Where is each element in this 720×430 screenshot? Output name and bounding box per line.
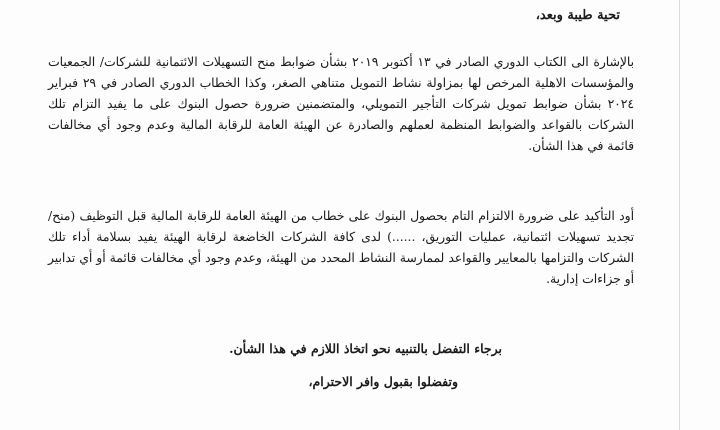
letter-greeting: تحية طيبة وبعد، <box>535 8 620 23</box>
letter-paragraph-emphasis: أود التأكيد على ضرورة الالتزام التام بحصول البنوك على خطاب من الهيئة العامة للرقابة المالية قبل التوظيف (منح/ تجديد تسهيلات ائتمانية، عمليات التوريق، ......) لدى كافة الشركات الخاضعة لرقابة الهيئة يفيد بسلامة أداء تلك الشركات والتزامها بالمعايير والقواعد لممارسة النشاط المحدد من الهيئة، وعدم وجود أي مخالفات قائمة أو أي تدابير أو جزاءات إدارية. <box>48 209 634 286</box>
letter-closing-request: برجاء التفضل بالتنبيه نحو اتخاذ اللازم في هذا الشأن. <box>229 341 502 356</box>
letter-closing-regards: وتفضلوا بقبول وافر الاحترام، <box>308 374 458 389</box>
page-edge-divider <box>679 0 680 430</box>
letter-paragraph-reference: بالإشارة الى الكتاب الدوري الصادر في ١٣ أكتوبر ٢٠١٩ بشأن ضوابط منح التسهيلات الائتمانية للشركات/ الجمعيات والمؤسسات الاهلية المرخص لها بمزاولة نشاط التمويل متناهي الصغر، وكذا الخطاب الدوري الصادر في ٢٩ فبراير ٢٠٢٤ بشأن ضوابط تمويل شركات التأجير التمويلي، والمتضمنين ضرورة حصول البنوك على ما يفيد التزام تلك الشركات بالقواعد والضوابط المنظمة لعملهم والصادرة عن الهيئة العامة للرقابة المالية وعدم وجود أي مخالفات قائمة في هذا الشأن. <box>48 55 635 153</box>
